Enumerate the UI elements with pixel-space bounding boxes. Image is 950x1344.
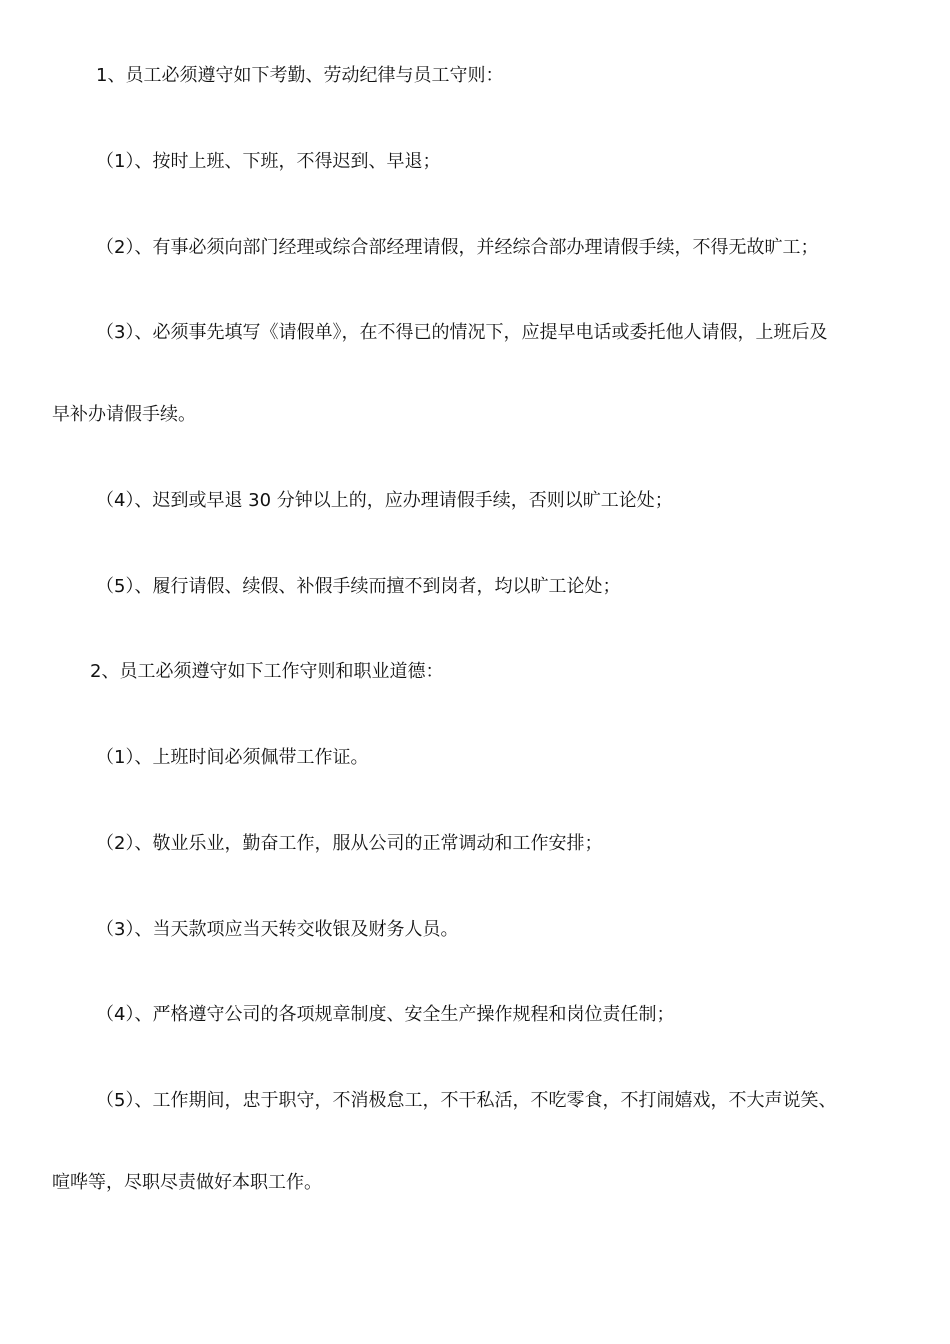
- section-1-item-1: （1）、按时上班、下班，不得迟到、早退；: [96, 151, 441, 172]
- section-2-item-4: （4）、严格遵守公司的各项规章制度、安全生产操作规程和岗位责任制；: [96, 1004, 675, 1025]
- section-1-heading: 1、员工必须遵守如下考勤、劳动纪律与员工守则：: [96, 65, 504, 86]
- section-1-item-2: （2）、有事必须向部门经理或综合部经理请假，并经综合部办理请假手续，不得无故旷工；: [96, 237, 819, 258]
- section-1-item-4: （4）、迟到或早退 30 分钟以上的，应办理请假手续，否则以旷工论处；: [96, 490, 673, 511]
- section-2-heading: 2、员工必须遵守如下工作守则和职业道德：: [90, 661, 444, 682]
- section-2-item-5: （5）、工作期间，忠于职守，不消极怠工，不干私活，不吃零食，不打闹嬉戏，不大声说笑、: [96, 1090, 837, 1111]
- section-2-item-2: （2）、敬业乐业，勤奋工作，服从公司的正常调动和工作安排；: [96, 833, 603, 854]
- section-2-item-5-continued: 喧哗等，尽职尽责做好本职工作。: [52, 1172, 322, 1193]
- section-1-item-3: （3）、必须事先填写《请假单》，在不得已的情况下，应提早电话或委托他人请假，上班后及: [96, 322, 828, 343]
- section-2-item-3: （3）、当天款项应当天转交收银及财务人员。: [96, 919, 459, 940]
- section-2-item-1: （1）、上班时间必须佩带工作证。: [96, 747, 369, 768]
- section-1-item-5: （5）、履行请假、续假、补假手续而擅不到岗者，均以旷工论处；: [96, 576, 621, 597]
- section-1-item-3-continued: 早补办请假手续。: [52, 404, 196, 425]
